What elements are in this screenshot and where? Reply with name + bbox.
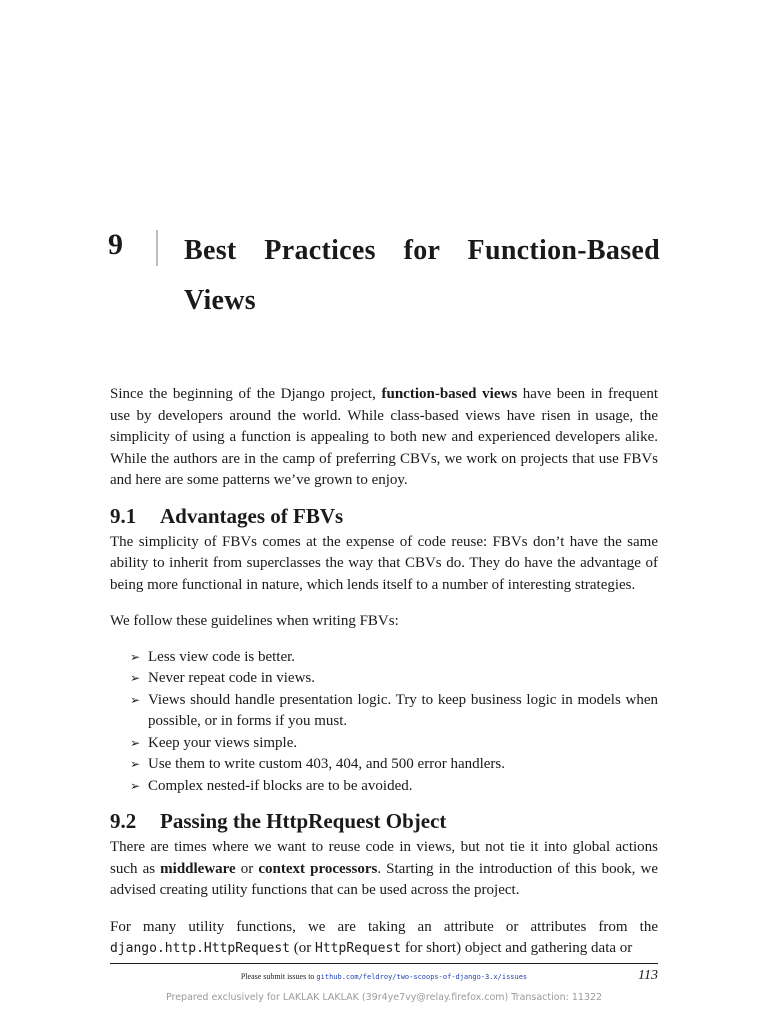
page-content (110, 384, 658, 960)
section-number: 9.1 (110, 503, 137, 528)
intro-paragraph: Since the beginning of the Django project, function-based views have been in frequent use by developers around the world. While class-based views have risen in usage, the simplicity of using a function is appealing to both new and experienced developers alike. While the authors are in the camp of preferring CBVs, we work on projects that use FBVs and here are some patterns we’ve grown to enjoy. (110, 386, 658, 488)
section-number: 9.2 (110, 809, 137, 833)
section-1-paragraph: The simplicity of FBVs comes at the expense of code reuse: FBVs don’t have the same ability to inherit from superclasses the way that CBVs do. They do have the advantage of being more functional in nature, which lends itself to a number of interesting strategies. (110, 533, 658, 593)
section-heading-9-2 (110, 807, 658, 835)
inline-code: HttpRequest (315, 941, 402, 956)
middleware-term: middleware (160, 860, 236, 877)
inline-code: django.http.HttpRequest (110, 941, 291, 956)
list-item: ➢ Use them to write custom 403, 404, and 500 error handlers. (130, 754, 658, 776)
list-item: ➢ Never repeat code in views. (130, 668, 658, 690)
chapter-title: Best Practices for Function-Based Views (184, 235, 660, 316)
page-number: 113 (638, 968, 658, 983)
list-item: ➢ Less view code is better. (130, 647, 658, 669)
footer-divider (110, 963, 658, 964)
arrow-bullet-icon: ➢ (130, 692, 141, 707)
chapter-divider (156, 230, 158, 266)
guidelines-intro: We follow these guidelines when writing FBVs: (110, 613, 399, 629)
arrow-bullet-icon: ➢ (130, 735, 141, 750)
guidelines-list (110, 647, 658, 798)
chapter-header (108, 222, 660, 322)
section-2-paragraph-1: There are times where we want to reuse code in views, but not tie it into global actions such as middleware or context processors. Starting in the introduction of this book, we advised creating utility functions that can be used across the project. (110, 839, 658, 898)
chapter-number: 9 (108, 228, 123, 261)
arrow-bullet-icon: ➢ (130, 778, 141, 793)
section-heading-9-1 (110, 502, 658, 530)
arrow-bullet-icon: ➢ (130, 649, 141, 664)
watermark-text: Prepared exclusively for LAKLAK LAKLAK (39r4ye7vy@relay.firefox.com) Transaction: 11322 (165, 992, 603, 1003)
list-item: ➢ Complex nested-if blocks are to be avoided. (130, 776, 658, 798)
section-2-paragraph-2: For many utility functions, we are taking an attribute or attributes from the django.http.HttpRequest (or HttpRequest for short) object and gathering data or (110, 918, 658, 956)
issues-link[interactable]: github.com/feldroy/two-scoops-of-django-3.x/issues (316, 973, 528, 981)
arrow-bullet-icon: ➢ (130, 757, 141, 771)
intro-term: function-based views (381, 386, 518, 402)
section-title: Passing the HttpRequest Object (160, 809, 447, 833)
list-item: ➢ Views should handle presentation logic. Try to keep business logic in models when possible, or in forms if you must. (130, 691, 658, 729)
arrow-bullet-icon: ➢ (130, 671, 141, 685)
context-processors-term: context processors (258, 860, 378, 877)
list-item: ➢ Keep your views simple. (130, 733, 658, 755)
footer-note: Please submit issues to github.com/feldroy/two-scoops-of-django-3.x/issues (240, 972, 528, 981)
section-title: Advantages of FBVs (160, 503, 344, 528)
